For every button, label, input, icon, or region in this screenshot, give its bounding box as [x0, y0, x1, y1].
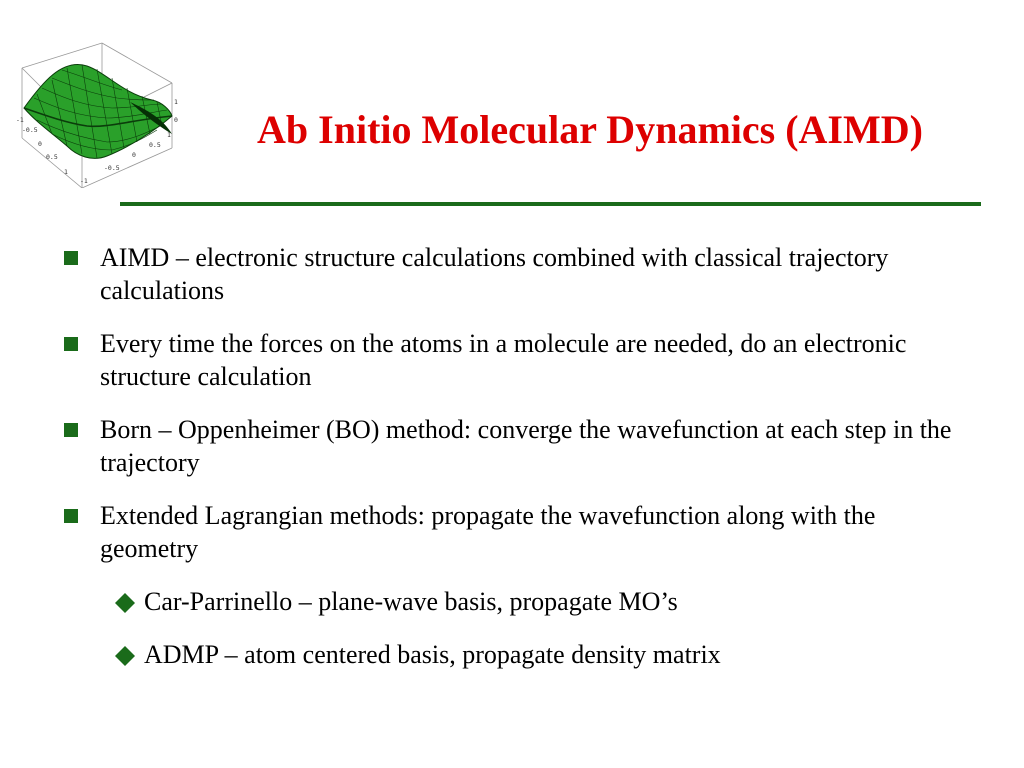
square-bullet-icon — [64, 251, 78, 265]
bullet-text: Extended Lagrangian methods: propagate the wavefunction along with the geometry — [100, 501, 876, 563]
bullet-text: AIMD – electronic structure calculations combined with classical trajectory calculations — [100, 243, 889, 305]
title-divider — [120, 202, 981, 206]
slide-title: Ab Initio Molecular Dynamics (AIMD) — [257, 107, 923, 152]
tick-left-1: -1 — [16, 116, 24, 124]
tick-right-3: 0 — [132, 151, 136, 159]
tick-right-2: 0.5 — [149, 141, 161, 149]
sub-bullet-item — [60, 638, 960, 671]
bullet-item — [60, 413, 960, 479]
tick-right-1: 1 — [167, 131, 171, 139]
square-bullet-icon — [64, 423, 78, 437]
bullet-list — [60, 241, 960, 691]
bullet-text: Every time the forces on the atoms in a molecule are needed, do an electronic structure calculation — [100, 329, 907, 391]
tick-right-4: -0.5 — [104, 164, 120, 172]
sub-bullet-item — [60, 585, 960, 618]
square-bullet-icon — [64, 509, 78, 523]
tick-z-1: 1 — [174, 98, 178, 106]
tick-left-5: 1 — [64, 168, 68, 176]
bullet-item — [60, 327, 960, 393]
tick-left-4: 0.5 — [46, 153, 58, 161]
sub-bullet-text: Car-Parrinello – plane-wave basis, propagate MO’s — [144, 587, 678, 616]
tick-left-2: -0.5 — [22, 126, 38, 134]
bullet-item — [60, 499, 960, 565]
tick-left-3: 0 — [38, 140, 42, 148]
sub-bullet-text: ADMP – atom centered basis, propagate density matrix — [144, 640, 721, 669]
square-bullet-icon — [64, 337, 78, 351]
tick-right-5: -1 — [80, 177, 88, 185]
bullet-item — [60, 241, 960, 307]
diamond-bullet-icon — [114, 592, 136, 614]
tick-z-2: 0 — [174, 116, 178, 124]
bullet-text: Born – Oppenheimer (BO) method: converge the wavefunction at each step in the trajectory — [100, 415, 952, 477]
surface-plot-icon — [12, 38, 182, 188]
diamond-bullet-icon — [114, 645, 136, 667]
